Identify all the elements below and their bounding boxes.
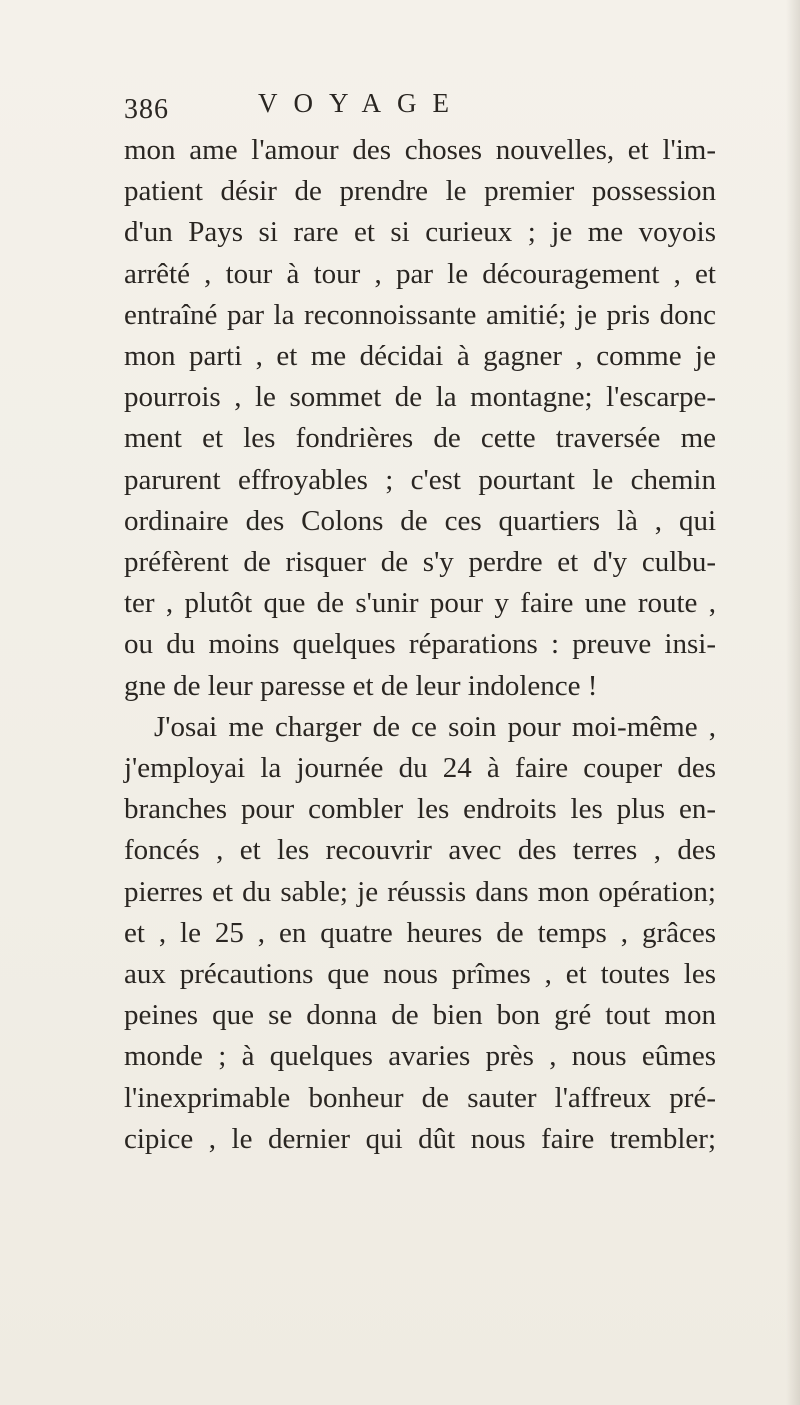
text-line: préfèrent de risquer de s'y perdre et d'y culbu- [124,546,716,579]
body-text [124,130,716,1160]
text-line: monde ; à quelques avaries près , nous eûmes [124,1040,716,1073]
text-line: ordinaire des Colons de ces quartiers là , qui [124,504,716,537]
text-line: mon parti , et me décidai à gagner , comme je [124,340,716,373]
text-line: entraîné par la reconnoissante amitié; je pris donc [124,298,716,331]
text-line: aux précautions que nous prîmes , et toutes les [124,958,716,991]
text-line: j'employai la journée du 24 à faire couper des [124,752,716,785]
text-line: mon ame l'amour des choses nouvelles, et l'im- [124,134,716,166]
page-edge-shadow [786,0,800,1405]
text-line: d'un Pays si rare et si curieux ; je me voyois [124,216,716,249]
running-title: VOYAGE [258,88,465,118]
text-line: ment et les fondrières de cette traversée me [124,422,716,455]
page-number: 386 [124,94,169,125]
text-line-paragraph-start: J'osai me charger de ce soin pour moi-même , [154,710,716,743]
text-line: parurent effroyables ; c'est pourtant le chemin [124,463,716,496]
text-line: foncés , et les recouvrir avec des terres , des [124,834,716,867]
text-line: branches pour combler les endroits les plus en- [124,793,716,826]
text-line: peines que se donna de bien bon gré tout mon [124,999,716,1032]
text-line: patient désir de prendre le premier possession [124,175,716,208]
text-line: et , le 25 , en quatre heures de temps , grâces [124,916,716,949]
text-line: pierres et du sable; je réussis dans mon opération; [124,875,716,908]
text-line: pourrois , le sommet de la montagne; l'escarpe- [124,381,716,414]
text-line: l'inexprimable bonheur de sauter l'affreux pré- [124,1081,716,1114]
page-header [124,88,724,128]
text-line: gne de leur paresse et de leur indolence ! [124,669,598,702]
text-line: cipice , le dernier qui dût nous faire trembler; [124,1122,716,1155]
text-line: ter , plutôt que de s'unir pour y faire une route , [124,587,716,620]
text-line: arrêté , tour à tour , par le découragement , et [124,257,716,290]
text-line: ou du moins quelques réparations : preuve insi- [124,628,716,661]
